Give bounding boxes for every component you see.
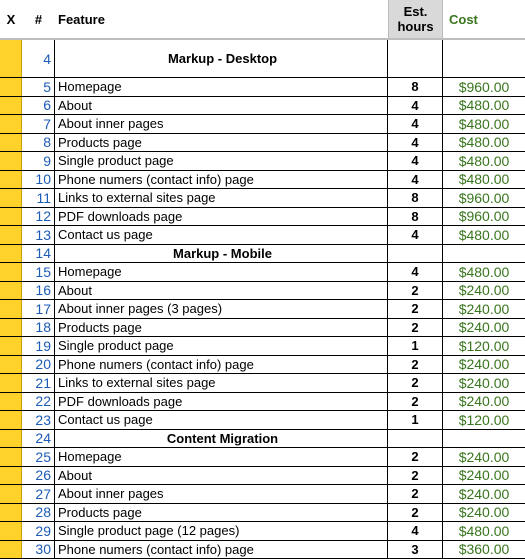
column-header-number[interactable]: #: [34, 11, 43, 27]
est-hours-cell[interactable]: 4: [388, 152, 443, 170]
row-number-cell[interactable]: 30: [22, 541, 55, 559]
table-row: [0, 78, 525, 97]
row-number-cell[interactable]: 5: [22, 78, 55, 96]
est-hours-cell[interactable]: 8: [388, 189, 443, 207]
est-hours-cell[interactable]: 4: [388, 115, 443, 133]
cost-cell[interactable]: $120.00: [458, 337, 510, 354]
table-row: [0, 393, 525, 412]
row-number-cell[interactable]: 16: [22, 282, 55, 300]
est-hours-cell[interactable]: 4: [388, 134, 443, 152]
est-hours-cell[interactable]: 2: [388, 448, 443, 466]
row-marker-cell[interactable]: [0, 467, 22, 485]
table-row: [0, 522, 525, 541]
row-marker-cell[interactable]: [0, 245, 22, 263]
est-hours-cell[interactable]: 4: [388, 97, 443, 115]
est-hours-cell[interactable]: 3: [388, 541, 443, 559]
est-hours-cell[interactable]: [388, 245, 443, 263]
cost-cell[interactable]: [443, 40, 525, 77]
row-number-cell[interactable]: 7: [22, 115, 55, 133]
cost-cell[interactable]: $960.00: [458, 208, 510, 225]
feature-cell[interactable]: About inner pages: [55, 485, 388, 503]
row-marker-cell[interactable]: [0, 411, 22, 429]
table-row: [0, 541, 525, 559]
row-marker-cell[interactable]: [0, 319, 22, 337]
table-row: [0, 485, 525, 504]
feature-cell[interactable]: Links to external sites page: [55, 374, 388, 392]
cost-cell[interactable]: $240.00: [458, 448, 510, 465]
row-number-cell[interactable]: 29: [22, 522, 55, 540]
table-row: [0, 208, 525, 227]
feature-cell[interactable]: About inner pages: [55, 115, 388, 133]
feature-cell[interactable]: Homepage: [55, 78, 388, 96]
table-row: [0, 189, 525, 208]
section-header-row: [0, 245, 525, 264]
feature-cell[interactable]: Single product page: [55, 337, 388, 355]
table-row: [0, 97, 525, 116]
est-hours-cell[interactable]: 2: [388, 504, 443, 522]
cost-cell[interactable]: $240.00: [458, 374, 510, 391]
row-number-cell[interactable]: 27: [22, 485, 55, 503]
row-number-cell[interactable]: 23: [22, 411, 55, 429]
est-hours-cell[interactable]: 4: [388, 226, 443, 244]
feature-cell[interactable]: Phone numers (contact info) page: [55, 541, 388, 559]
column-header-cost[interactable]: Cost: [449, 11, 478, 27]
section-title-cell[interactable]: Content Migration: [55, 430, 388, 448]
feature-cell[interactable]: Single product page (12 pages): [55, 522, 388, 540]
table-row: [0, 467, 525, 486]
cost-cell[interactable]: $480.00: [458, 226, 510, 243]
cost-cell[interactable]: $480.00: [458, 171, 510, 188]
feature-cell[interactable]: Contact us page: [55, 411, 388, 429]
column-header-feature[interactable]: Feature: [58, 11, 105, 27]
feature-cell[interactable]: Products page: [55, 134, 388, 152]
row-number-cell[interactable]: 8: [22, 134, 55, 152]
cost-cell[interactable]: $480.00: [458, 115, 510, 132]
table-row: [0, 115, 525, 134]
row-marker-cell[interactable]: [0, 356, 22, 374]
est-hours-cell[interactable]: 2: [388, 374, 443, 392]
row-marker-cell[interactable]: [0, 522, 22, 540]
row-number-cell[interactable]: 9: [22, 152, 55, 170]
column-header-x[interactable]: X: [6, 11, 16, 27]
row-number-cell[interactable]: 26: [22, 467, 55, 485]
cost-cell[interactable]: [443, 430, 525, 448]
cost-cell[interactable]: $120.00: [458, 411, 510, 428]
est-hours-cell[interactable]: 4: [388, 522, 443, 540]
feature-cell[interactable]: About: [55, 97, 388, 115]
feature-cell[interactable]: Phone numers (contact info) page: [55, 171, 388, 189]
section-header-row: [0, 40, 525, 78]
table-row: [0, 504, 525, 523]
row-number-cell[interactable]: 10: [22, 171, 55, 189]
row-marker-cell[interactable]: [0, 504, 22, 522]
table-body: [0, 40, 525, 559]
feature-cell[interactable]: Links to external sites page: [55, 189, 388, 207]
cost-cell[interactable]: $240.00: [458, 485, 510, 502]
column-header-row: [0, 0, 525, 38]
table-row: [0, 319, 525, 338]
cost-cell[interactable]: $480.00: [458, 263, 510, 280]
cost-cell[interactable]: $240.00: [458, 393, 510, 410]
row-marker-cell[interactable]: [0, 448, 22, 466]
table-row: [0, 282, 525, 301]
cost-cell[interactable]: $240.00: [458, 467, 510, 484]
section-title-cell[interactable]: Markup - Desktop: [55, 40, 388, 77]
row-number-cell[interactable]: 19: [22, 337, 55, 355]
row-marker-cell[interactable]: [0, 430, 22, 448]
row-marker-cell[interactable]: [0, 485, 22, 503]
cost-cell[interactable]: $960.00: [458, 78, 510, 95]
cost-cell[interactable]: $240.00: [458, 356, 510, 373]
row-number-cell[interactable]: 14: [22, 245, 55, 263]
feature-cell[interactable]: About: [55, 282, 388, 300]
row-marker-cell[interactable]: [0, 263, 22, 281]
row-marker-cell[interactable]: [0, 337, 22, 355]
row-number-cell[interactable]: 28: [22, 504, 55, 522]
est-hours-cell[interactable]: 1: [388, 411, 443, 429]
row-number-cell[interactable]: 11: [22, 189, 55, 207]
table-row: [0, 448, 525, 467]
row-number-cell[interactable]: 20: [22, 356, 55, 374]
column-header-est-hours[interactable]: Est. hours: [388, 0, 443, 38]
feature-cell[interactable]: Contact us page: [55, 226, 388, 244]
est-hours-cell[interactable]: 1: [388, 337, 443, 355]
table-row: [0, 263, 525, 282]
row-marker-cell[interactable]: [0, 78, 22, 96]
table-row: [0, 411, 525, 430]
row-number-cell[interactable]: 6: [22, 97, 55, 115]
est-hours-cell[interactable]: 2: [388, 356, 443, 374]
row-marker-cell[interactable]: [0, 541, 22, 559]
est-hours-cell[interactable]: 4: [388, 263, 443, 281]
cost-cell[interactable]: $240.00: [458, 282, 510, 299]
est-hours-cell[interactable]: 2: [388, 467, 443, 485]
table-row: [0, 226, 525, 245]
cost-cell[interactable]: $360.00: [458, 541, 510, 558]
row-marker-cell[interactable]: [0, 97, 22, 115]
cost-cell[interactable]: $480.00: [458, 134, 510, 151]
est-hours-cell[interactable]: 2: [388, 393, 443, 411]
cost-cell[interactable]: $240.00: [458, 504, 510, 521]
row-number-cell[interactable]: 21: [22, 374, 55, 392]
row-marker-cell[interactable]: [0, 40, 22, 77]
row-marker-cell[interactable]: [0, 189, 22, 207]
est-hours-cell[interactable]: 8: [388, 78, 443, 96]
row-marker-cell[interactable]: [0, 115, 22, 133]
row-number-cell[interactable]: 13: [22, 226, 55, 244]
row-marker-cell[interactable]: [0, 374, 22, 392]
row-number-cell[interactable]: 4: [22, 40, 55, 77]
table-row: [0, 356, 525, 375]
row-marker-cell[interactable]: [0, 152, 22, 170]
feature-cell[interactable]: Homepage: [55, 448, 388, 466]
row-number-cell[interactable]: 18: [22, 319, 55, 337]
row-marker-cell[interactable]: [0, 282, 22, 300]
feature-cell[interactable]: About inner pages (3 pages): [55, 300, 388, 318]
row-marker-cell[interactable]: [0, 208, 22, 226]
feature-cell[interactable]: PDF downloads page: [55, 393, 388, 411]
row-marker-cell[interactable]: [0, 226, 22, 244]
feature-cell[interactable]: About: [55, 467, 388, 485]
est-hours-cell[interactable]: 4: [388, 171, 443, 189]
est-hours-cell[interactable]: 2: [388, 282, 443, 300]
cost-cell[interactable]: [443, 245, 525, 263]
row-marker-cell[interactable]: [0, 171, 22, 189]
est-hours-cell[interactable]: [388, 40, 443, 77]
row-marker-cell[interactable]: [0, 393, 22, 411]
row-marker-cell[interactable]: [0, 300, 22, 318]
feature-cell[interactable]: Products page: [55, 504, 388, 522]
row-number-cell[interactable]: 22: [22, 393, 55, 411]
table-row: [0, 337, 525, 356]
row-marker-cell[interactable]: [0, 134, 22, 152]
table-row: [0, 134, 525, 153]
row-number-cell[interactable]: 17: [22, 300, 55, 318]
table-row: [0, 152, 525, 171]
cost-cell[interactable]: $240.00: [458, 319, 510, 336]
table-row: [0, 300, 525, 319]
feature-cell[interactable]: Single product page: [55, 152, 388, 170]
cost-cell[interactable]: $480.00: [458, 152, 510, 169]
row-number-cell[interactable]: 25: [22, 448, 55, 466]
cost-cell[interactable]: $240.00: [458, 300, 510, 317]
cost-cell[interactable]: $960.00: [458, 189, 510, 206]
est-hours-cell[interactable]: 2: [388, 319, 443, 337]
feature-cell[interactable]: PDF downloads page: [55, 208, 388, 226]
cost-cell[interactable]: $480.00: [458, 522, 510, 539]
feature-cell[interactable]: Homepage: [55, 263, 388, 281]
cost-cell[interactable]: $480.00: [458, 97, 510, 114]
section-title-cell[interactable]: Markup - Mobile: [55, 245, 388, 263]
table-row: [0, 374, 525, 393]
est-hours-cell[interactable]: 2: [388, 300, 443, 318]
feature-cell[interactable]: Phone numers (contact info) page: [55, 356, 388, 374]
row-number-cell[interactable]: 12: [22, 208, 55, 226]
est-hours-cell[interactable]: 2: [388, 485, 443, 503]
section-header-row: [0, 430, 525, 449]
est-hours-cell[interactable]: [388, 430, 443, 448]
row-number-cell[interactable]: 24: [22, 430, 55, 448]
row-number-cell[interactable]: 15: [22, 263, 55, 281]
est-hours-cell[interactable]: 8: [388, 208, 443, 226]
table-row: [0, 171, 525, 190]
feature-cell[interactable]: Products page: [55, 319, 388, 337]
